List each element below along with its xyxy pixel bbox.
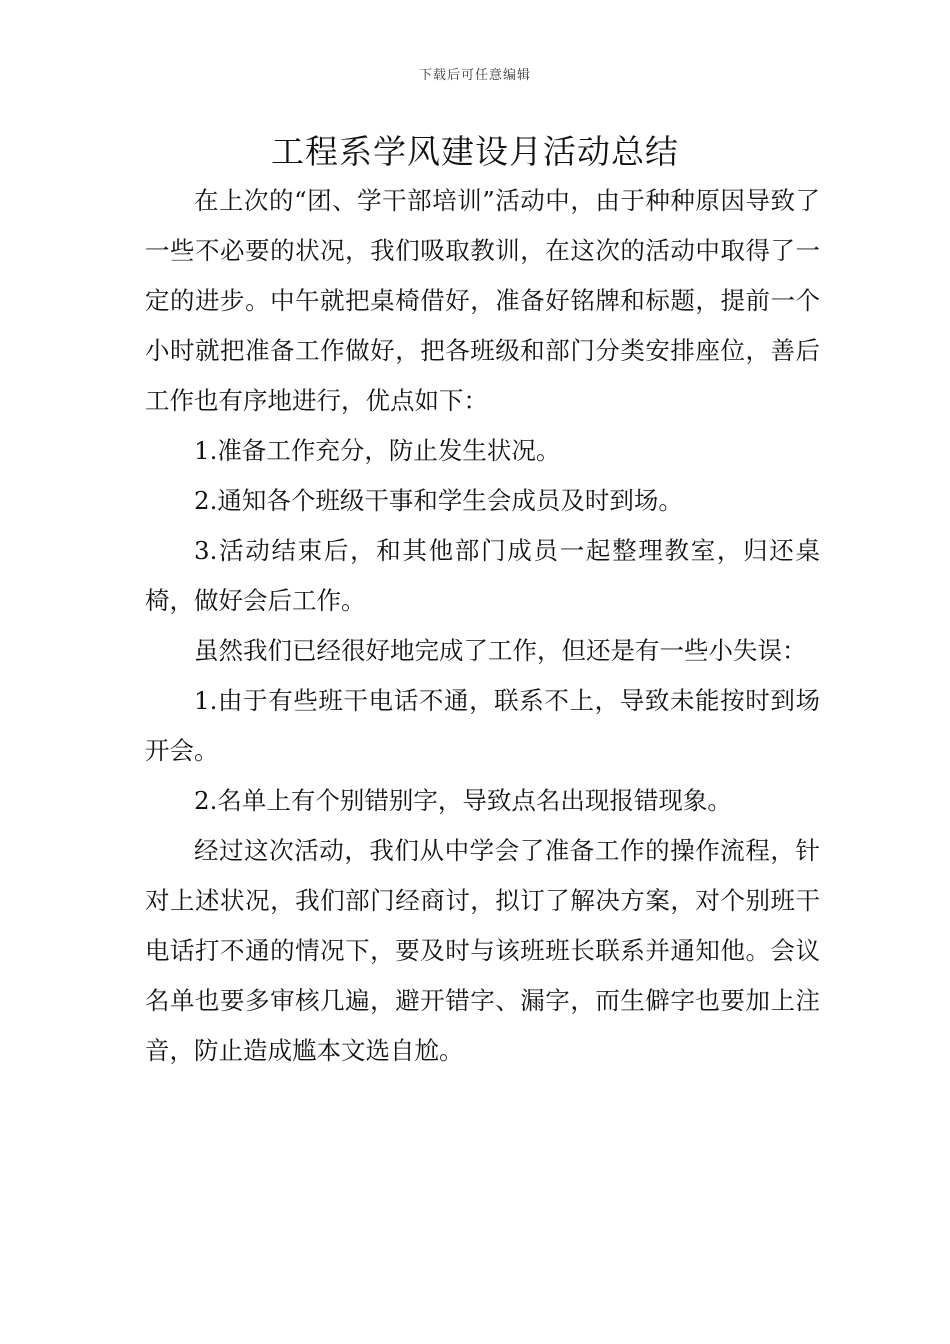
advantage-item-1: 1.准备工作充分，防止发生状况。 [194, 436, 561, 465]
document-title: 工程系学风建设月活动总结 [271, 132, 679, 171]
intro-paragraph: 在上次的“团、学干部培训”活动中，由于种种原因导致了一些不必要的状况，我们吸取教训，在这次的活动中取得了一定的进步。中午就把桌椅借好，准备好铭牌和标题，提前一个小时就把准备工作做好，把各班级和部门分类安排座位，善后工作也有序地进行，优点如下： [145, 186, 820, 415]
advantage-item-2: 2.通知各个班级干事和学生会成员及时到场。 [194, 486, 683, 515]
mistakes-intro-paragraph: 虽然我们已经很好地完成了工作，但还是有一些小失误： [194, 636, 807, 665]
mistake-item-2: 2.名单上有个别错别字，导致点名出现报错现象。 [194, 786, 732, 815]
document-body [145, 176, 820, 1076]
page-header-note: 下载后可任意编辑 [418, 68, 531, 83]
mistake-item-1: 1.由于有些班干电话不通，联系不上，导致未能按时到场开会。 [145, 686, 820, 765]
advantage-item-3: 3.活动结束后，和其他部门成员一起整理教室，归还桌椅，做好会后工作。 [145, 536, 820, 615]
conclusion-paragraph: 经过这次活动，我们从中学会了准备工作的操作流程，针对上述状况，我们部门经商讨，拟订了解决方案，对个别班干电话打不通的情况下，要及时与该班班长联系并通知他。会议名单也要多审核几遍，避开错字、漏字，而生僻字也要加上注音，防止造成尴本文选自尬。 [145, 836, 820, 1065]
